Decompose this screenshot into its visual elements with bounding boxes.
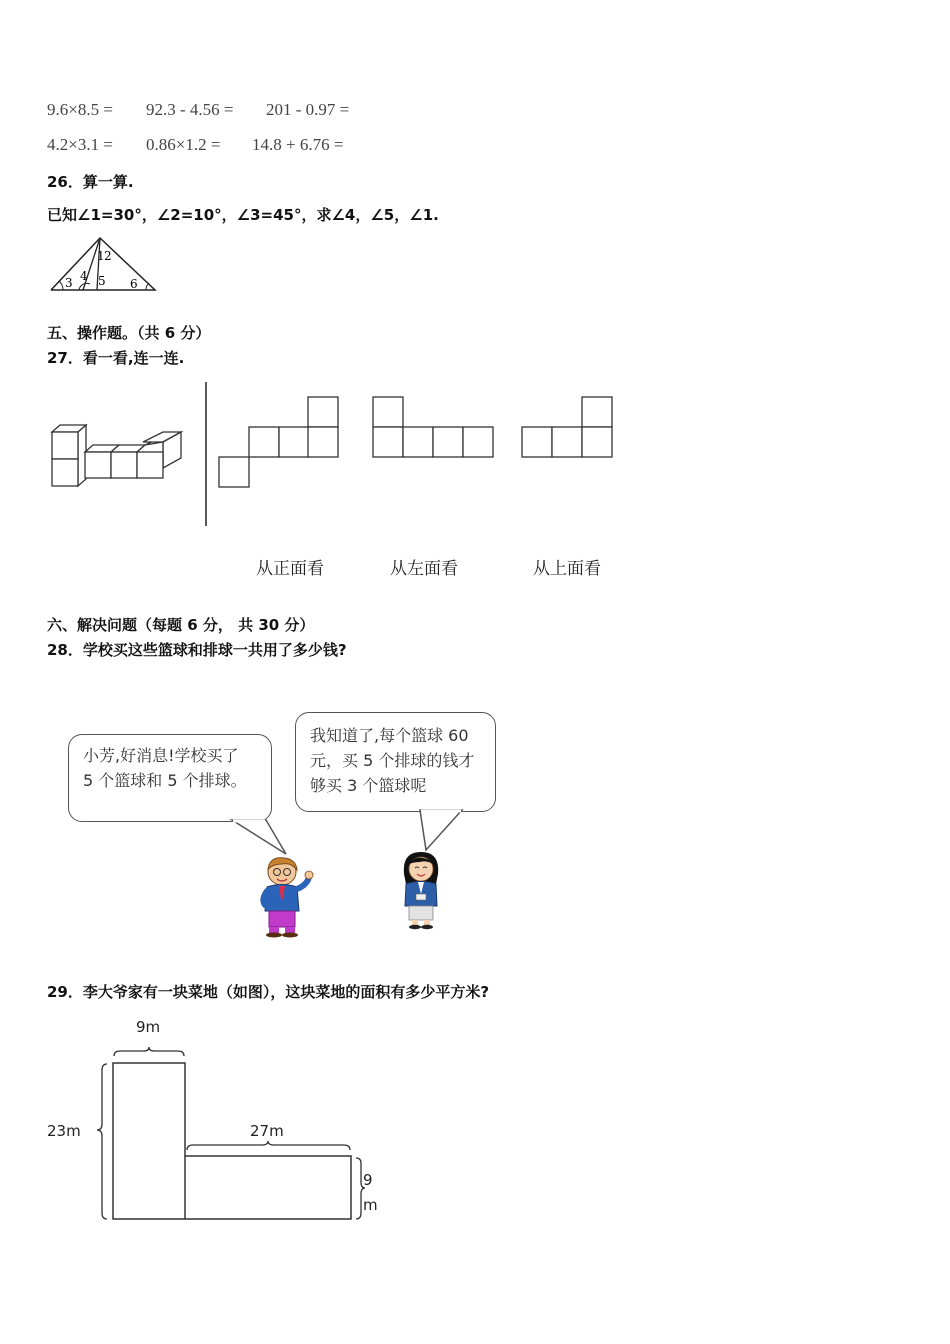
section5-title: 五、操作题。（共 6 分）	[47, 324, 211, 342]
q27-title: 27．看一看,连一连.	[47, 349, 185, 367]
dim-right-height-b: m	[363, 1196, 378, 1214]
dim-top-width: 9m	[136, 1018, 161, 1036]
speech-bubble-right	[295, 712, 496, 812]
angle-label-4: 4	[80, 269, 88, 283]
angle-label-6: 6	[130, 277, 138, 291]
cube-stack-figure	[45, 420, 185, 492]
view-shape-3	[521, 396, 615, 458]
boy-figure	[255, 855, 315, 937]
angle-label-3: 3	[65, 276, 73, 290]
bubble-left-line-2: 5 个篮球和 5 个排球。	[83, 771, 247, 790]
view-shape-2	[372, 396, 496, 458]
calc-2-2: 0.86×1.2 =	[146, 135, 221, 154]
calc-1-1: 9.6×8.5 =	[47, 100, 113, 119]
vegetable-plot-figure	[40, 1010, 385, 1225]
angle-label-2: 2	[104, 249, 112, 263]
q26-title: 26．算一算.	[47, 173, 134, 191]
dim-left-height: 23m	[47, 1122, 81, 1140]
calc-1-3: 201 - 0.97 =	[266, 100, 350, 119]
q26-text: 已知∠1=30°，∠2=10°，∠3=45°，求∠4，∠5，∠1.	[47, 206, 439, 224]
bubble-left-line-1: 小芳,好消息!学校买了	[83, 746, 239, 765]
bubble-left-tail	[230, 818, 290, 858]
bubble-right-line-1: 我知道了,每个篮球 60	[310, 726, 469, 745]
view-label-left: 从左面看	[390, 559, 458, 579]
dim-right-height-a: 9	[363, 1171, 373, 1189]
q29-title: 29．李大爷家有一块菜地（如图），这块菜地的面积有多少平方米?	[47, 983, 490, 1001]
view-shape-1	[218, 396, 340, 488]
q28-title: 28．学校买这些篮球和排球一共用了多少钱?	[47, 641, 347, 659]
dim-bottom-width: 27m	[250, 1122, 284, 1140]
divider-line	[204, 382, 208, 526]
speech-bubble-left	[68, 734, 272, 822]
calc-1-2: 92.3 - 4.56 =	[146, 100, 234, 119]
bubble-right-line-3: 够买 3 个篮球呢	[310, 776, 427, 795]
bubble-right-tail	[414, 808, 470, 854]
bubble-right-line-2: 元，买 5 个排球的钱才	[310, 751, 475, 770]
triangle-angle-figure	[45, 234, 160, 296]
section6-title: 六、解决问题（每题 6 分， 共 30 分）	[47, 616, 315, 634]
girl-figure	[396, 850, 448, 930]
angle-label-5: 5	[98, 274, 106, 288]
calc-2-3: 14.8 + 6.76 =	[252, 135, 344, 154]
view-label-top: 从上面看	[533, 559, 601, 579]
calc-2-1: 4.2×3.1 =	[47, 135, 113, 154]
angle-label-1: 1	[97, 249, 105, 263]
view-label-front: 从正面看	[256, 559, 324, 579]
